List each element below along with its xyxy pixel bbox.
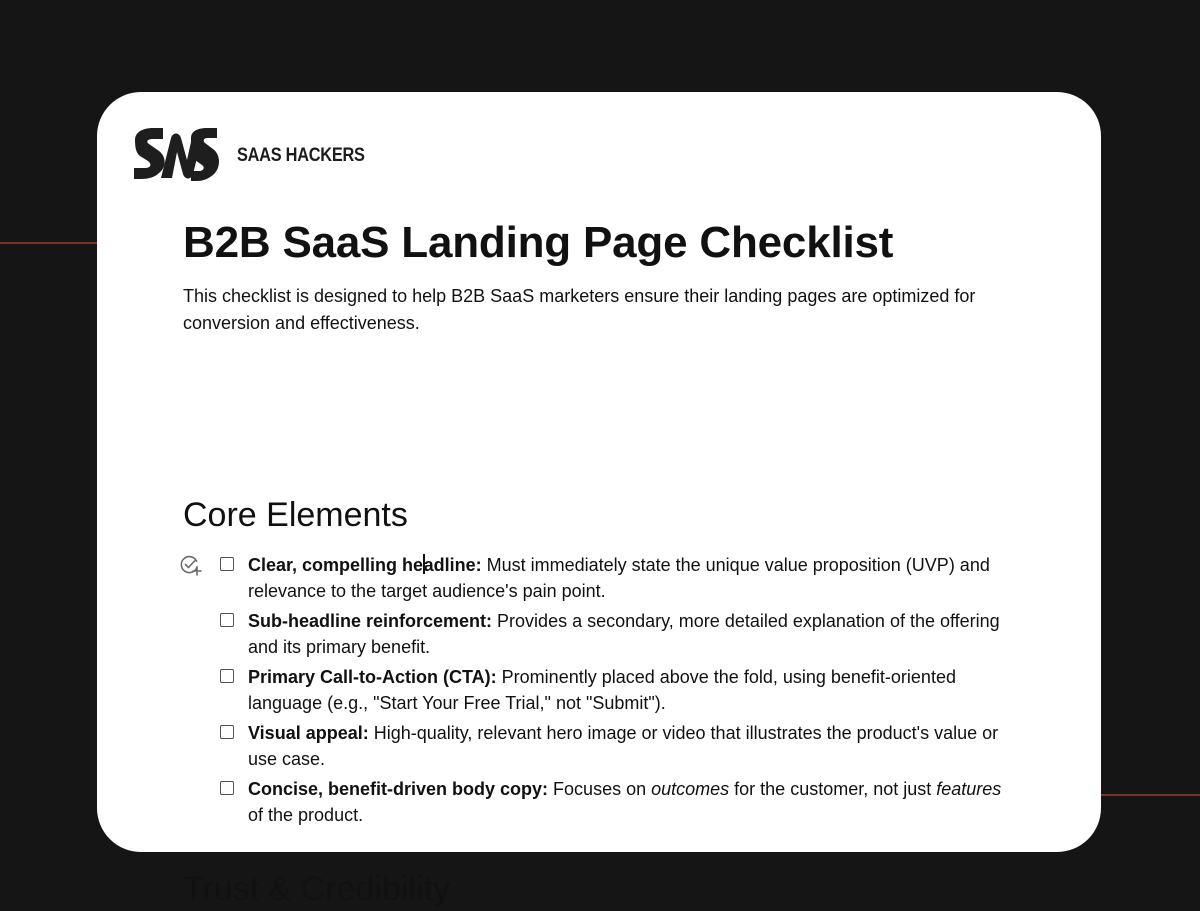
checkbox[interactable] bbox=[220, 725, 234, 739]
brand-name: SAAS HACKERS bbox=[237, 145, 365, 166]
checkbox[interactable] bbox=[220, 557, 234, 571]
item-label: Visual appeal: bbox=[248, 723, 369, 743]
checklist-item bbox=[183, 608, 1003, 660]
checklist-item bbox=[183, 720, 1003, 772]
item-text: Must immediately state the unique value proposition (UVP) and relevance to the target audience's pain point. bbox=[248, 555, 990, 601]
checkbox[interactable] bbox=[220, 613, 234, 627]
accent-line bbox=[0, 242, 97, 244]
checkbox[interactable] bbox=[220, 781, 234, 795]
item-emphasis: outcomes bbox=[651, 779, 730, 799]
add-task-icon[interactable] bbox=[178, 553, 202, 577]
document-body bbox=[183, 212, 1003, 908]
section-heading-core-elements: Core Elements bbox=[183, 496, 408, 534]
item-label: Concise, benefit-driven body copy: bbox=[248, 779, 549, 799]
document-intro: This checklist is designed to help B2B SaaS marketers ensure their landing pages are optimized for conversion and effectiveness. bbox=[183, 286, 976, 333]
checkbox[interactable] bbox=[220, 669, 234, 683]
brand-header bbox=[133, 128, 385, 184]
item-label: Sub-headline reinforcement: bbox=[248, 611, 493, 631]
checklist bbox=[183, 552, 1003, 832]
item-emphasis: features bbox=[936, 779, 1002, 799]
item-label: Clear, compelling headline: bbox=[248, 555, 482, 575]
item-text: Prominently placed above the fold, using benefit-oriented language (e.g., "Start Your Free Trial," not "Submit"). bbox=[248, 667, 956, 713]
item-text: Provides a secondary, more detailed explanation of the offering and its primary benefit. bbox=[248, 611, 1000, 657]
document-title: B2B SaaS Landing Page Checklist bbox=[183, 218, 894, 267]
checklist-item bbox=[183, 664, 1003, 716]
section-heading-trust-credibility: Trust & Credibility bbox=[183, 870, 451, 908]
checklist-item: Concise, benefit-driven body copy: Focuses on outcomes for the customer, not just features of the product. bbox=[183, 776, 1003, 828]
saas-hackers-logo bbox=[133, 128, 221, 184]
item-text: High-quality, relevant hero image or video that illustrates the product's value or use case. bbox=[248, 723, 999, 769]
document-card bbox=[97, 92, 1101, 908]
checklist-item bbox=[183, 552, 1003, 604]
item-label: Primary Call-to-Action (CTA): bbox=[248, 667, 497, 687]
accent-line bbox=[1101, 794, 1200, 796]
